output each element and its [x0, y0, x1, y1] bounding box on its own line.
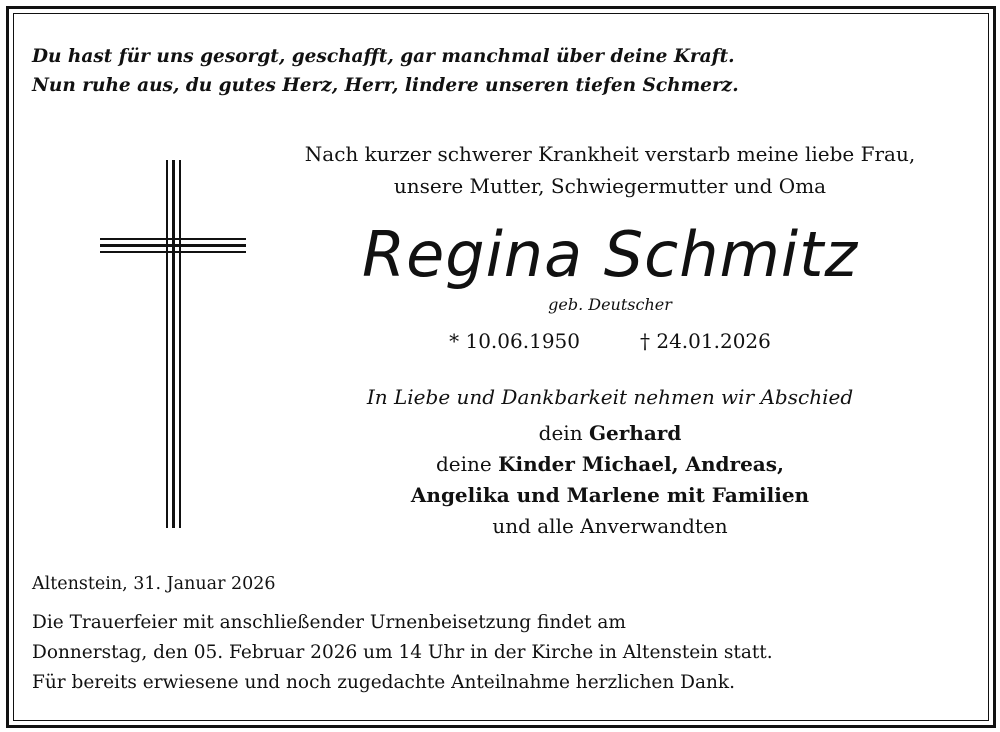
mourner-children-names-cont: Angelika und Marlene mit Familien [410, 483, 810, 507]
notice-line-1: Die Trauerfeier mit anschließender Urnenbeisetzung findet am [32, 612, 626, 633]
death-announcement-intro [300, 138, 920, 202]
death-symbol-icon: † [640, 329, 650, 353]
deceased-name: Regina Schmitz [361, 218, 858, 291]
notice-line-2: Donnerstag, den 05. Februar 2026 um 14 Uhr in der Kirche in Altenstein statt. [32, 642, 773, 663]
cross-icon [100, 160, 250, 530]
place-and-date: Altenstein, 31. Januar 2026 [32, 574, 276, 594]
mourner-children-prefix: deine [436, 452, 499, 476]
birth-date: * 10.06.1950 [449, 329, 580, 353]
mourner-spouse-name: Gerhard [588, 421, 682, 445]
mourner-children-cont [300, 480, 920, 511]
mourner-children-names: Kinder Michael, Andreas, [498, 452, 784, 476]
motto-line-1: Du hast für uns gesorgt, geschafft, gar manchmal über deine Kraft. [32, 46, 735, 67]
intro-line-2: unsere Mutter, Schwiegermutter und Oma [393, 174, 827, 198]
mourners-list [300, 418, 920, 542]
mourner-spouse-prefix: dein [538, 421, 589, 445]
life-dates [300, 326, 920, 356]
mourner-children [300, 449, 920, 480]
motto-verse [32, 42, 739, 100]
funeral-notice [32, 608, 773, 698]
death-date: 24.01.2026 [656, 329, 771, 353]
motto-line-2: Nun ruhe aus, du gutes Herz, Herr, lindere unseren tiefen Schmerz. [32, 75, 739, 96]
intro-line-1: Nach kurzer schwerer Krankheit verstarb meine liebe Frau, [304, 142, 916, 166]
notice-line-3: Für bereits erwiesene und noch zugedachte Anteilnahme herzlichen Dank. [32, 672, 735, 693]
maiden-name: geb. Deutscher [548, 295, 672, 314]
farewell-line: In Liebe und Dankbarkeit nehmen wir Abschied [366, 385, 854, 409]
mourner-relatives: und alle Anverwandten [492, 514, 728, 538]
mourner-spouse [300, 418, 920, 449]
